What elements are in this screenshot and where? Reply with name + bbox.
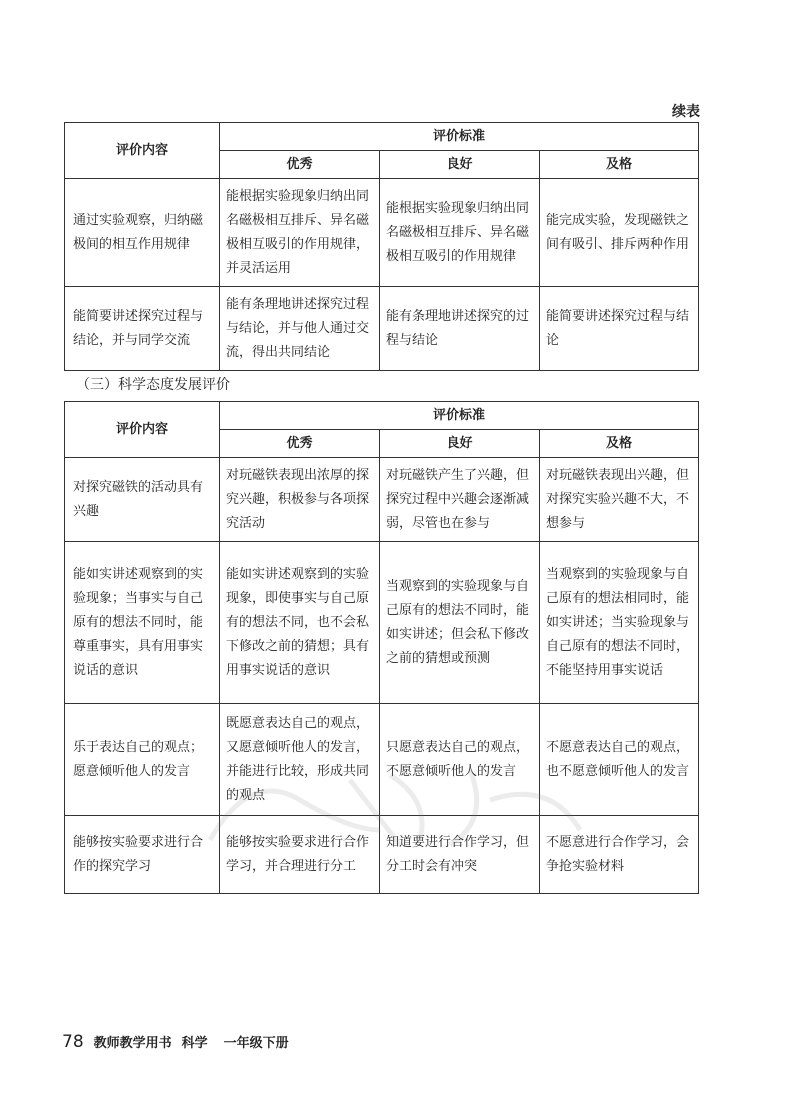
- header-level-good: 良好: [380, 151, 540, 179]
- excellent-cell: 能够按实验要求进行合作学习，并合理进行分工: [220, 816, 380, 894]
- header-level-pass: 及格: [540, 430, 699, 458]
- table-row: [65, 458, 699, 542]
- header-evaluation-standard: 评价标准: [220, 402, 699, 430]
- subject-label: 科学: [181, 1036, 208, 1051]
- pass-cell: 不愿意进行合作学习，会争抢实验材料: [540, 816, 699, 894]
- header-evaluation-standard: 评价标准: [220, 123, 699, 151]
- pass-cell: 能简要讲述探究过程与结论: [540, 287, 699, 371]
- pass-cell: 对玩磁铁表现出兴趣，但对探究实验兴趣不大，不想参与: [540, 458, 699, 542]
- row-content-cell: 能简要讲述探究过程与结论，并与同学交流: [65, 287, 220, 371]
- header-level-good: 良好: [380, 430, 540, 458]
- good-cell: 能有条理地讲述探究的过程与结论: [380, 287, 540, 371]
- book-title: 教师教学用书: [93, 1036, 172, 1051]
- table-row: [65, 287, 699, 371]
- excellent-cell: 对玩磁铁表现出浓厚的探究兴趣，积极参与各项探究活动: [220, 458, 380, 542]
- evaluation-table-continued: [64, 122, 699, 371]
- header-evaluation-content: 评价内容: [65, 402, 220, 458]
- good-cell: 当观察到的实验现象与自己原有的想法不同时，能如实讲述；但会私下修改之前的猜想或预测: [380, 542, 540, 704]
- row-content-cell: 能够按实验要求进行合作的探究学习: [65, 816, 220, 894]
- pass-cell: 不愿意表达自己的观点，也不愿意倾听他人的发言: [540, 704, 699, 816]
- good-cell: 能根据实验现象归纳出同名磁极相互排斥、异名磁极相互吸引的作用规律: [380, 179, 540, 287]
- header-level-excellent: 优秀: [220, 430, 380, 458]
- row-content-cell: 通过实验观察，归纳磁极间的相互作用规律: [65, 179, 220, 287]
- page-footer: [62, 1032, 289, 1052]
- table-row: [65, 542, 699, 704]
- good-cell: 对玩磁铁产生了兴趣，但探究过程中兴趣会逐渐减弱，尽管也在参与: [380, 458, 540, 542]
- grade-label: 一年级下册: [223, 1036, 289, 1051]
- row-content-cell: 能如实讲述观察到的实验现象；当事实与自己原有的想法不同时，能尊重事实，具有用事实说话的意识: [65, 542, 220, 704]
- pass-cell: 当观察到的实验现象与自己原有的想法相同时，能如实讲述；当实验现象与自己原有的想法不同时，不能坚持用事实说话: [540, 542, 699, 704]
- row-content-cell: 乐于表达自己的观点；愿意倾听他人的发言: [65, 704, 220, 816]
- header-level-pass: 及格: [540, 151, 699, 179]
- excellent-cell: 能根据实验现象归纳出同名磁极相互排斥、异名磁极相互吸引的作用规律，并灵活运用: [220, 179, 380, 287]
- good-cell: 知道要进行合作学习，但分工时会有冲突: [380, 816, 540, 894]
- page-number: 78: [62, 1032, 84, 1052]
- excellent-cell: 能如实讲述观察到的实验现象，即使事实与自己原有的想法不同，也不会私下修改之前的猜想；具有用事实说话的意识: [220, 542, 380, 704]
- excellent-cell: 能有条理地讲述探究过程与结论，并与他人通过交流，得出共同结论: [220, 287, 380, 371]
- header-level-excellent: 优秀: [220, 151, 380, 179]
- table-row: [65, 179, 699, 287]
- continued-table-label: 续表: [672, 104, 700, 120]
- excellent-cell: 既愿意表达自己的观点，又愿意倾听他人的发言，并能进行比较，形成共同的观点: [220, 704, 380, 816]
- good-cell: 只愿意表达自己的观点，不愿意倾听他人的发言: [380, 704, 540, 816]
- section-title: （三）科学态度发展评价: [76, 377, 230, 393]
- row-content-cell: 对探究磁铁的活动具有兴趣: [65, 458, 220, 542]
- publisher-watermark: [190, 760, 610, 850]
- pass-cell: 能完成实验，发现磁铁之间有吸引、排斥两种作用: [540, 179, 699, 287]
- header-evaluation-content: 评价内容: [65, 123, 220, 179]
